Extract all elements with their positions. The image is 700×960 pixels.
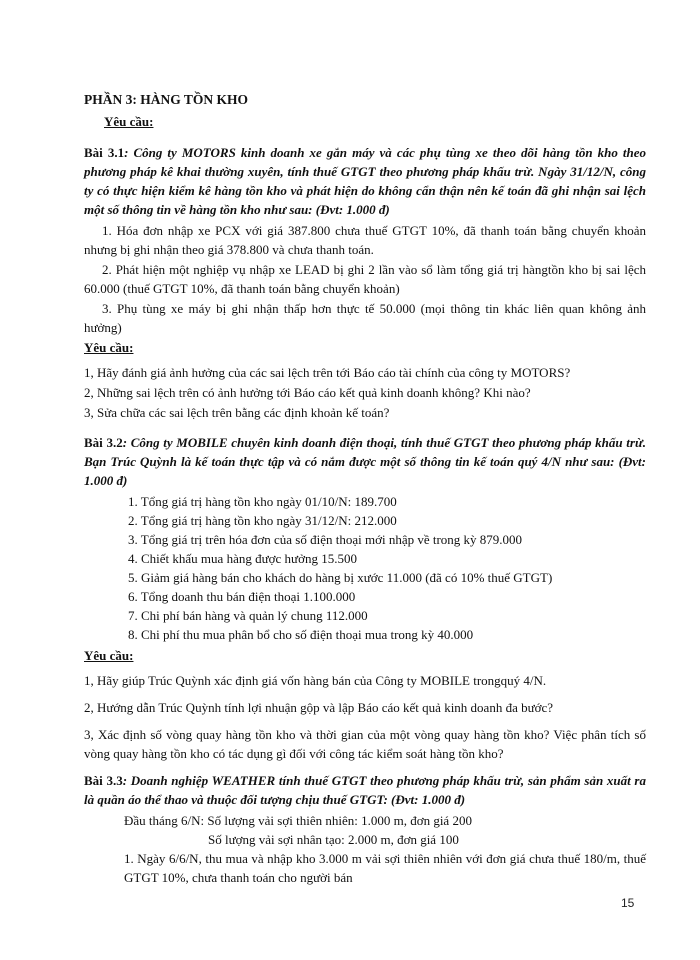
exercise-3-2-question-1: 1, Hãy giúp Trúc Quỳnh xác định giá vốn hàng bán của Công ty MOBILE trongquý 4/N.: [84, 673, 547, 688]
exercise-3-2-question-2: 2, Hướng dẫn Trúc Quỳnh tính lợi nhuận gộp và lập Báo cáo kết quả kinh doanh đa bước?: [84, 700, 554, 715]
exercise-3-3-item-1: 1. Ngày 6/6/N, thu mua và nhập kho 3.000 m vải sợi thiên nhiên với đơn giá chưa thuế 180/m, thuế GTGT 10%, chưa thanh toán cho người bán: [124, 851, 646, 885]
exercise-3-2-yeu-cau: Yêu cầu:: [84, 648, 134, 663]
exercise-3-2-item-7: 7. Chi phí bán hàng và quản lý chung 112.000: [128, 608, 368, 623]
exercise-3-3-text: : Doanh nghiệp WEATHER tính thuế GTGT theo phương pháp khấu trừ, sản phẩm sản xuất ra là quần áo thể thao và thuộc đối tượng chịu thuế GTGT: (Đvt: 1.000 đ): [84, 773, 646, 807]
section-title: PHẦN 3: HÀNG TỒN KHO: [84, 92, 249, 107]
exercise-3-1-text: : Công ty MOTORS kinh doanh xe gắn máy và các phụ tùng xe theo dõi hàng tồn kho theo phương pháp kê khai thường xuyên, tính thuế GTGT theo phương pháp khấu trừ. Ngày 31/12/N, công ty có thực hiện kiểm kê hàng tồn kho và phát hiện do không cẩn thận nên kế toán đã ghi nhận sai lệch một số thông tin về hàng tồn kho như sau: (Đvt: 1.000 đ): [84, 145, 646, 217]
page-content: [84, 90, 646, 887]
exercise-3-2-statement: [84, 433, 646, 490]
exercise-3-2-item-5: 5. Giảm giá hàng bán cho khách do hàng bị xước 11.000 (đã có 10% thuế GTGT): [128, 570, 553, 585]
exercise-3-1-question-2: 2, Những sai lệch trên có ảnh hưởng tới Báo cáo kết quả kinh doanh không? Khi nào?: [84, 385, 531, 400]
exercise-3-2-item-3: 3. Tổng giá trị trên hóa đơn của số điện thoại mới nhập về trong kỳ 879.000: [128, 532, 523, 547]
exercise-3-1-yeu-cau: Yêu cầu:: [84, 340, 134, 355]
exercise-3-2-label: Bài 3.2: [84, 435, 123, 450]
page-number: 15: [621, 896, 635, 910]
exercise-3-2-question-3: 3, Xác định số vòng quay hàng tồn kho và thời gian của một vòng quay hàng tồn kho? Việc phân tích số vòng quay hàng tồn kho có tác dụng gì đối với công tác kiểm soát hàng tồn kho?: [84, 727, 646, 761]
exercise-3-3-statement: [84, 771, 646, 809]
exercise-3-1-item-3: 3. Phụ tùng xe máy bị ghi nhận thấp hơn thực tế 50.000 (mọi thông tin khác liên quan không ảnh hưởng): [84, 301, 646, 335]
exercise-3-1-statement: [84, 143, 646, 219]
exercise-3-1-question-1: 1, Hãy đánh giá ảnh hưởng của các sai lệch trên tới Báo cáo tài chính của công ty MOTORS?: [84, 365, 571, 380]
exercise-3-3-opening-line-2: Số lượng vải sợi nhân tạo: 2.000 m, đơn giá 100: [208, 832, 459, 847]
exercise-3-2-item-4: 4. Chiết khấu mua hàng được hưởng 15.500: [128, 551, 357, 566]
exercise-3-2-item-2: 2. Tổng giá trị hàng tồn kho ngày 31/12/N: 212.000: [128, 513, 397, 528]
exercise-3-2-item-8: 8. Chi phí thu mua phân bổ cho số điện thoại mua trong kỳ 40.000: [128, 627, 474, 642]
exercise-3-1-item-1: 1. Hóa đơn nhập xe PCX với giá 387.800 chưa thuế GTGT 10%, đã thanh toán bằng chuyển khoản nhưng bị ghi nhận theo giá 378.800 và chưa thanh toán.: [84, 223, 646, 257]
exercise-3-1-label: Bài 3.1: [84, 145, 125, 160]
exercise-3-2-item-1: 1. Tổng giá trị hàng tồn kho ngày 01/10/N: 189.700: [128, 494, 397, 509]
yeu-cau-heading: Yêu cầu:: [104, 114, 154, 129]
exercise-3-2-item-6: 6. Tổng doanh thu bán điện thoại 1.100.000: [128, 589, 356, 604]
exercise-3-3-opening-line-1: Đầu tháng 6/N: Số lượng vải sợi thiên nhiên: 1.000 m, đơn giá 200: [124, 813, 472, 828]
exercise-3-2-items: [128, 492, 646, 644]
exercise-3-1-item-2: 2. Phát hiện một nghiệp vụ nhập xe LEAD bị ghi 2 lần vào sổ làm tổng giá trị hàngtồn kho bị sai lệch 60.000 (thuế GTGT 10%, đã thanh toán bằng chuyển khoản): [84, 262, 646, 296]
exercise-3-1-question-3: 3, Sửa chữa các sai lệch trên bằng các định khoản kế toán?: [84, 405, 390, 420]
exercise-3-3-label: Bài 3.3: [84, 773, 123, 788]
exercise-3-2-text: : Công ty MOBILE chuyên kinh doanh điện thoại, tính thuế GTGT theo phương pháp khấu trừ. Bạn Trúc Quỳnh là kế toán thực tập và có nắm được một số thông tin kế toán quý 4/N như sau: (Đvt: 1.000 đ): [84, 435, 646, 488]
